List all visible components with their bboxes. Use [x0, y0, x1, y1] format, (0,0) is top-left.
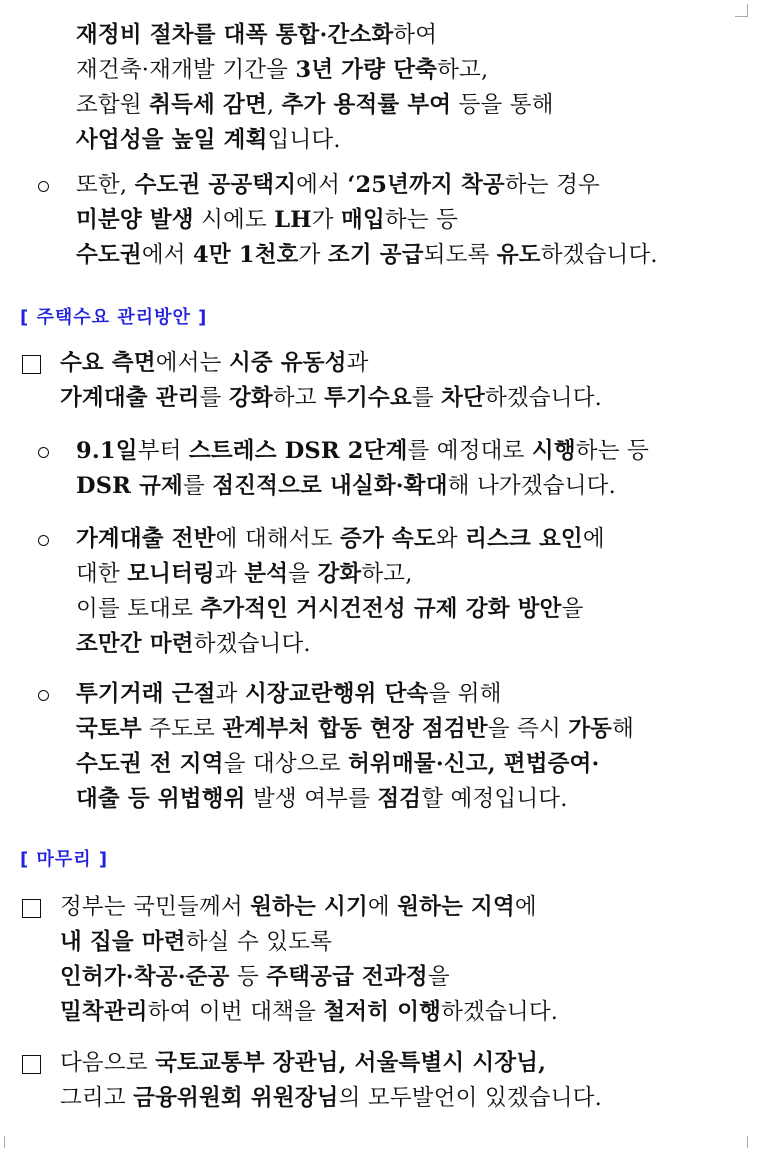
text-segment: 다음으로 — [60, 1050, 156, 1076]
circle-bullet-icon — [38, 535, 49, 546]
text-segment: 을 즉시 — [487, 716, 569, 742]
bold-text-segment: 시행 — [531, 438, 576, 464]
text-segment: 를 — [411, 385, 442, 411]
text-line — [76, 629, 311, 659]
text-segment: 할 예정입니다. — [421, 786, 568, 812]
text-segment: 되도록 — [423, 242, 497, 268]
bold-text-segment: 사업성을 높일 계획 — [76, 127, 268, 153]
text-segment: 하고, — [437, 57, 489, 83]
text-segment: 해 나가겠습니다. — [447, 473, 616, 499]
section-heading-demand: [ 주택수요 관리방안 ] — [20, 307, 208, 328]
bold-text-segment: 수요 측면 — [60, 350, 156, 376]
text-segment: 등을 통해 — [451, 92, 554, 118]
bold-text-segment: 4만 1천호 — [193, 242, 299, 268]
text-segment: 등 — [229, 964, 267, 990]
bold-text-segment: 투기수요 — [324, 385, 412, 411]
text-line — [60, 997, 558, 1027]
text-segment: 주도로 — [141, 716, 223, 742]
text-segment: 에서 — [141, 242, 194, 268]
checkbox-square-icon — [22, 355, 41, 374]
bold-text-segment: 매입 — [341, 207, 385, 233]
bold-text-segment: 밀착관리 — [60, 999, 148, 1025]
page-corner-mark — [4, 1136, 17, 1148]
text-segment: 발생 여부를 — [245, 786, 378, 812]
text-segment: 와 — [435, 526, 466, 552]
checkbox-square-icon — [22, 1055, 41, 1074]
bold-text-segment: 수도권 공공택지 — [134, 172, 297, 198]
text-line — [76, 749, 600, 779]
page-corner-mark — [735, 1136, 748, 1148]
bold-text-segment: 주택공급 전과정 — [266, 964, 428, 990]
text-line — [60, 348, 369, 378]
text-line — [76, 170, 600, 200]
text-segment: 에 — [367, 894, 398, 920]
bold-text-segment: 리스크 요인 — [465, 526, 583, 552]
text-segment: 대한 — [76, 561, 128, 587]
bold-text-segment: 모니터링 — [127, 561, 215, 587]
bold-text-segment: 강화 — [317, 561, 362, 587]
bold-text-segment: ‘25년까지 착공 — [347, 172, 505, 198]
text-line — [60, 1048, 546, 1078]
text-segment: 를 — [199, 385, 229, 411]
text-line — [76, 20, 437, 50]
text-line — [76, 55, 488, 85]
bold-text-segment: 차단 — [441, 385, 485, 411]
bold-text-segment: 금융위원회 위원장님 — [133, 1085, 339, 1111]
text-segment: 하여 이번 대책을 — [147, 999, 324, 1025]
text-segment: 하고, — [361, 561, 413, 587]
bold-text-segment: 투기거래 근절 — [76, 681, 216, 707]
text-line — [76, 679, 502, 709]
bold-text-segment: 추가 용적률 부여 — [281, 92, 452, 118]
text-segment: 을 — [427, 964, 450, 990]
page-corner-mark — [735, 4, 748, 17]
bold-text-segment: 관계부처 합동 현장 점검반 — [222, 716, 488, 742]
bold-text-segment: 재정비 절차를 대폭 통합·간소화 — [76, 22, 394, 48]
text-line — [60, 962, 450, 992]
circle-bullet-icon — [38, 181, 49, 192]
bold-text-segment: 추가적인 거시건전성 규제 강화 방안 — [200, 596, 562, 622]
text-line — [76, 436, 649, 466]
bold-text-segment: 3년 가량 단축 — [295, 57, 438, 83]
bold-text-segment: 취득세 감면 — [149, 92, 267, 118]
text-segment: 또한, — [76, 172, 135, 198]
text-line — [76, 125, 341, 155]
bold-text-segment: 점검 — [377, 786, 422, 812]
text-line — [76, 90, 554, 120]
text-segment: 을 — [288, 561, 318, 587]
text-segment: 을 — [561, 596, 584, 622]
text-segment: 하겠습니다. — [484, 385, 603, 411]
bold-text-segment: 조기 공급 — [327, 242, 424, 268]
bold-text-segment: 인허가·착공·준공 — [60, 964, 230, 990]
text-segment: 과 — [214, 561, 245, 587]
text-segment: 에 — [514, 894, 537, 920]
text-segment: 하는 등 — [384, 207, 459, 233]
text-line — [76, 205, 458, 235]
text-segment: 하실 수 있도록 — [185, 929, 333, 955]
text-segment: 정부는 국민들께서 — [60, 894, 251, 920]
bold-text-segment: 스트레스 DSR 2단계 — [188, 438, 408, 464]
text-segment: 에 — [582, 526, 605, 552]
text-line — [76, 240, 658, 270]
text-segment: 가 — [311, 207, 342, 233]
text-segment: 에서는 — [155, 350, 229, 376]
circle-bullet-icon — [38, 690, 49, 701]
bold-text-segment: 유도 — [496, 242, 541, 268]
text-segment: 의 모두발언이 있겠습니다. — [338, 1085, 602, 1111]
bold-text-segment: 대출 등 위법행위 — [76, 786, 246, 812]
text-line — [76, 714, 634, 744]
text-segment: 입니다. — [267, 127, 341, 153]
bold-text-segment: 가계대출 전반 — [76, 526, 216, 552]
text-segment: 해 — [612, 716, 635, 742]
bold-text-segment: 시장교란행위 단속 — [244, 681, 429, 707]
text-segment: 과 — [215, 681, 245, 707]
bold-text-segment: 수도권 — [76, 242, 142, 268]
text-line — [60, 927, 332, 957]
text-line — [76, 559, 413, 589]
text-segment: 조합원 — [76, 92, 150, 118]
text-segment: 에 대해서도 — [215, 526, 341, 552]
text-line — [76, 594, 584, 624]
bold-text-segment: 증가 속도 — [340, 526, 436, 552]
bold-text-segment: 분석 — [244, 561, 289, 587]
text-segment: 과 — [346, 350, 369, 376]
bold-text-segment: 미분양 발생 — [76, 207, 194, 233]
bold-text-segment: 수도권 전 지역 — [76, 751, 224, 777]
checkbox-square-icon — [22, 899, 41, 918]
text-line — [60, 1083, 602, 1113]
bold-text-segment: 국토교통부 장관님, 서울특별시 시장님, — [155, 1050, 547, 1076]
circle-bullet-icon — [38, 447, 49, 458]
text-line — [60, 383, 602, 413]
text-segment: 가 — [298, 242, 328, 268]
bold-text-segment: 시중 유동성 — [228, 350, 347, 376]
bold-text-segment: 원하는 시기 — [250, 894, 368, 920]
bold-text-segment: DSR 규제 — [76, 473, 183, 499]
bold-text-segment: 가계대출 관리 — [60, 385, 200, 411]
text-segment: 에서 — [296, 172, 348, 198]
text-line — [76, 524, 605, 554]
text-line — [60, 892, 537, 922]
section-heading-closing: [ 마무리 ] — [20, 849, 109, 870]
text-segment: 를 — [182, 473, 213, 499]
text-segment: 부터 — [137, 438, 189, 464]
text-segment: 하겠습니다. — [540, 242, 658, 268]
text-segment: 하여 — [393, 22, 438, 48]
bold-text-segment: 강화 — [228, 385, 273, 411]
text-segment: 재건축·재개발 기간을 — [76, 57, 296, 83]
bold-text-segment: 가동 — [568, 716, 613, 742]
bold-text-segment: 9.1일 — [76, 438, 138, 464]
bold-text-segment: 점진적으로 내실화·확대 — [212, 473, 448, 499]
text-line — [76, 784, 568, 814]
text-segment: 를 예정대로 — [407, 438, 532, 464]
text-segment: 하는 경우 — [504, 172, 600, 198]
text-segment: 하겠습니다. — [441, 999, 559, 1025]
bold-text-segment: 철저히 이행 — [323, 999, 442, 1025]
bold-text-segment: 국토부 — [76, 716, 142, 742]
text-segment: 이를 토대로 — [76, 596, 201, 622]
bold-text-segment: 내 집을 마련 — [60, 929, 186, 955]
bold-text-segment: 허위매물·신고, 편법증여· — [348, 751, 600, 777]
bold-text-segment: 원하는 지역 — [397, 894, 515, 920]
bold-text-segment: 조만간 마련 — [76, 631, 194, 657]
text-segment: 하고 — [272, 385, 325, 411]
text-line — [76, 471, 616, 501]
text-segment: 하는 등 — [575, 438, 649, 464]
bold-text-segment: LH — [274, 207, 312, 233]
text-segment: 하겠습니다. — [193, 631, 311, 657]
text-segment: 시에도 — [193, 207, 275, 233]
text-segment: 을 위해 — [428, 681, 502, 707]
text-segment: , — [266, 92, 282, 118]
text-segment: 을 대상으로 — [223, 751, 349, 777]
text-segment: 그리고 — [60, 1085, 134, 1111]
